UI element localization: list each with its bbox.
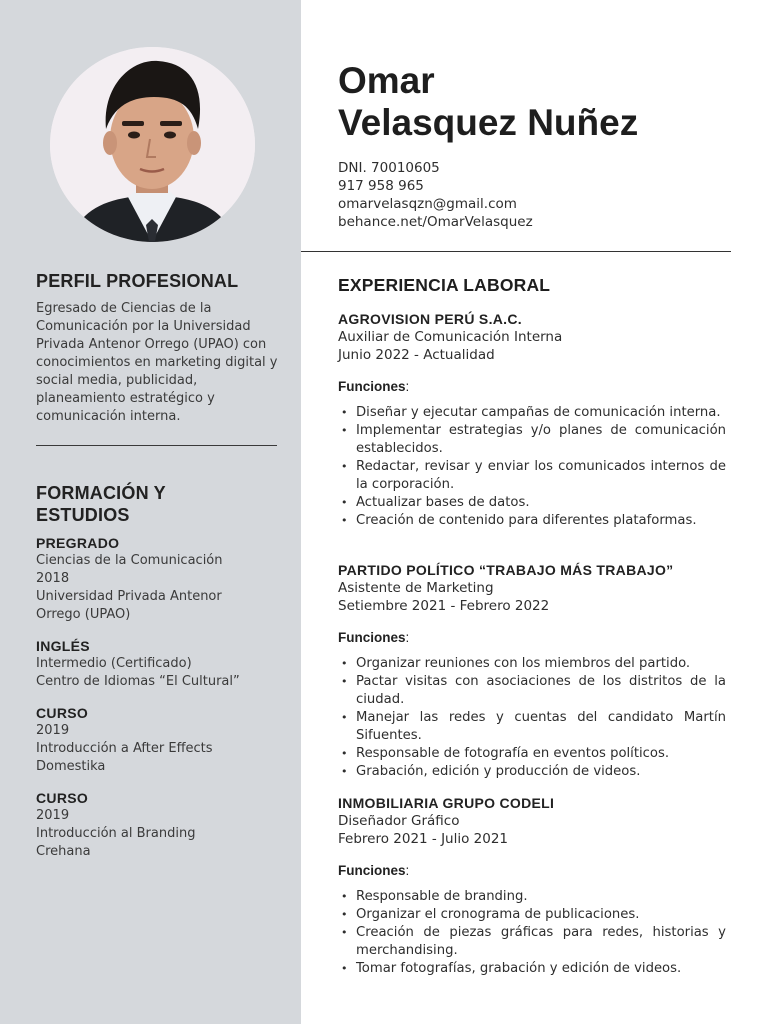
education-item-curso-2 (36, 789, 281, 861)
list-item: • Tomar fotografías, grabación y edición de videos. (338, 960, 726, 978)
profile-photo-icon (50, 47, 255, 242)
education-item-title: INGLÉS (36, 638, 90, 654)
education-item-title: CURSO (36, 705, 89, 721)
contact-block (338, 159, 533, 231)
list-item: • Pactar visitas con asociaciones de los distritos de la ciudad. (338, 673, 726, 709)
education-item-line: Universidad Privada Antenor (36, 589, 222, 604)
job-period: Setiembre 2021 - Febrero 2022 (338, 598, 550, 614)
job-role: Auxiliar de Comunicación Interna (338, 329, 563, 345)
job-inmobiliaria-codeli (338, 794, 726, 978)
profile-photo (50, 47, 255, 242)
sidebar-divider (36, 445, 277, 446)
duties-list (338, 404, 726, 530)
education-item-title: CURSO (36, 790, 89, 806)
education-item-line: Ciencias de la Comunicación (36, 553, 223, 568)
list-item: • Diseñar y ejecutar campañas de comunicación interna. (338, 404, 726, 422)
list-item: • Manejar las redes y cuentas del candidato Martín Sifuentes. (338, 709, 726, 745)
job-partido-politico (338, 561, 726, 781)
functions-label-text: Funciones (338, 630, 406, 645)
job-company: INMOBILIARIA GRUPO CODELI (338, 795, 555, 811)
education-item-line: Domestika (36, 759, 106, 774)
list-item: • Grabación, edición y producción de videos. (338, 763, 726, 781)
profile-heading: PERFIL PROFESIONAL (36, 271, 239, 291)
experience-heading: EXPERIENCIA LABORAL (338, 275, 551, 295)
education-item-line: Introducción al Branding (36, 826, 196, 841)
profile-section (36, 270, 281, 426)
list-item: • Responsable de fotografía en eventos políticos. (338, 745, 726, 763)
education-item-line: Introducción a After Effects (36, 741, 213, 756)
name-first: Omar (338, 60, 435, 101)
contact-web[interactable]: behance.net/OmarVelasquez (338, 214, 533, 230)
education-item-line: Centro de Idiomas “El Cultural” (36, 674, 240, 689)
education-item-line: Crehana (36, 844, 91, 859)
education-item-ingles (36, 637, 281, 691)
functions-label (338, 629, 726, 647)
job-company: AGROVISION PERÚ S.A.C. (338, 311, 522, 327)
education-section (36, 482, 281, 861)
list-item: • Actualizar bases de datos. (338, 494, 726, 512)
job-role: Asistente de Marketing (338, 580, 494, 596)
education-item-line: 2019 (36, 808, 70, 823)
education-item-line: Orrego (UPAO) (36, 607, 131, 622)
education-heading-line-1: FORMACIÓN Y (36, 483, 166, 503)
duties-list (338, 888, 726, 978)
education-item-title: PREGRADO (36, 535, 120, 551)
job-period: Febrero 2021 - Julio 2021 (338, 831, 509, 847)
functions-label (338, 378, 726, 396)
education-item-curso-1 (36, 704, 281, 776)
functions-label-text: Funciones (338, 379, 406, 394)
name-last: Velasquez Nuñez (338, 102, 639, 143)
list-item: • Organizar reuniones con los miembros del partido. (338, 655, 726, 673)
job-period: Junio 2022 - Actualidad (338, 347, 495, 363)
education-item-line: Intermedio (Certificado) (36, 656, 192, 671)
list-item: • Creación de contenido para diferentes plataformas. (338, 512, 726, 530)
functions-label (338, 862, 726, 880)
functions-colon: : (405, 379, 410, 394)
list-item: • Redactar, revisar y enviar los comunicados internos de la corporación. (338, 458, 726, 494)
education-item-pregrado (36, 534, 281, 624)
contact-email[interactable]: omarvelasqzn@gmail.com (338, 196, 517, 212)
duties-list (338, 655, 726, 781)
functions-label-text: Funciones (338, 863, 406, 878)
list-item: • Organizar el cronograma de publicaciones. (338, 906, 726, 924)
job-agrovision (338, 310, 726, 530)
list-item: • Responsable de branding. (338, 888, 726, 906)
job-role: Diseñador Gráfico (338, 813, 460, 829)
contact-phone: 917 958 965 (338, 178, 424, 194)
job-company: PARTIDO POLÍTICO “TRABAJO MÁS TRABAJO” (338, 562, 674, 578)
list-item: • Creación de piezas gráficas para redes, historias y merchandising. (338, 924, 726, 960)
education-heading-line-2: ESTUDIOS (36, 505, 130, 525)
education-item-line: 2018 (36, 571, 70, 586)
contact-dni: DNI. 70010605 (338, 160, 440, 176)
functions-colon: : (405, 863, 410, 878)
profile-text: Egresado de Ciencias de la Comunicación por la Universidad Privada Antenor Orrego (UPAO) con conocimientos en marketing digital y social media, publicidad, planeamiento estratégico y comunicación interna. (36, 301, 278, 424)
header-divider (301, 251, 731, 252)
education-item-line: 2019 (36, 723, 70, 738)
list-item: • Implementar estrategias y/o planes de comunicación establecidos. (338, 422, 726, 458)
functions-colon: : (405, 630, 410, 645)
